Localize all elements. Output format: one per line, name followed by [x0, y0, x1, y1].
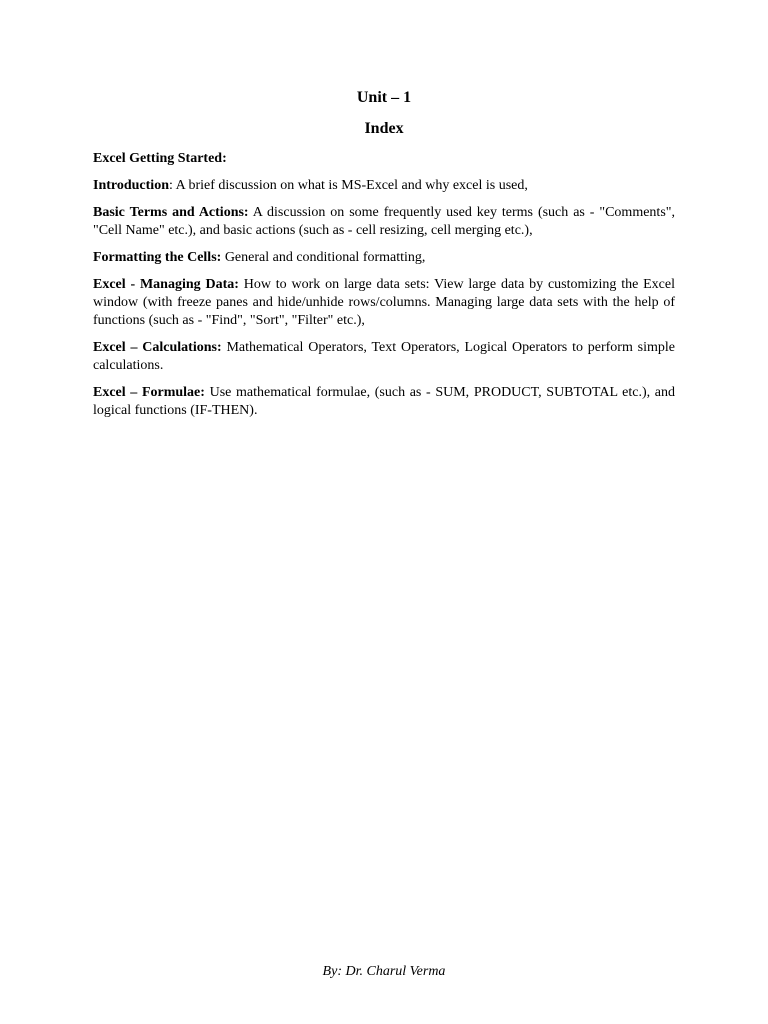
unit-title: Unit – 1: [356, 89, 412, 106]
item-text: A discussion on some frequently used key terms (such as - "Comments", "Cell Name" etc.), and basic actions (such as - cell resizing, cell merging etc.),: [93, 205, 675, 238]
item-formulae: [93, 384, 675, 420]
item-text: How to work on large data sets: View large data by customizing the Excel window (with freeze panes and hide/unhide rows/columns. Managing large data sets with the help of functions (such as - "Find", "Sort", "Filter" etc.),: [93, 277, 676, 328]
item-text: : A brief discussion on what is MS-Excel and why excel is used,: [168, 178, 528, 193]
index-title: Index: [364, 120, 404, 137]
item-text: Use mathematical formulae, (such as - SUM, PRODUCT, SUBTOTAL etc.), and logical functions (IF-THEN).: [93, 385, 675, 418]
item-term: Formatting the Cells:: [93, 250, 222, 265]
item-term: Basic Terms and Actions:: [93, 205, 249, 220]
item-formatting-cells: [93, 249, 675, 267]
item-text: General and conditional formatting,: [221, 250, 426, 265]
item-managing-data: [93, 276, 675, 330]
author-footer: By: Dr. Charul Verma: [322, 964, 446, 979]
item-introduction: [93, 177, 675, 195]
section-heading: Excel Getting Started:: [93, 151, 227, 166]
document-body: [93, 150, 675, 429]
item-term: Excel – Formulae:: [93, 385, 205, 400]
item-calculations: [93, 339, 675, 375]
item-term: Excel – Calculations:: [93, 340, 222, 355]
item-term: Excel - Managing Data:: [93, 277, 239, 292]
item-text: Mathematical Operators, Text Operators, Logical Operators to perform simple calculations.: [93, 340, 675, 373]
item-term: Introduction: [93, 178, 169, 193]
item-basic-terms: [93, 204, 675, 240]
